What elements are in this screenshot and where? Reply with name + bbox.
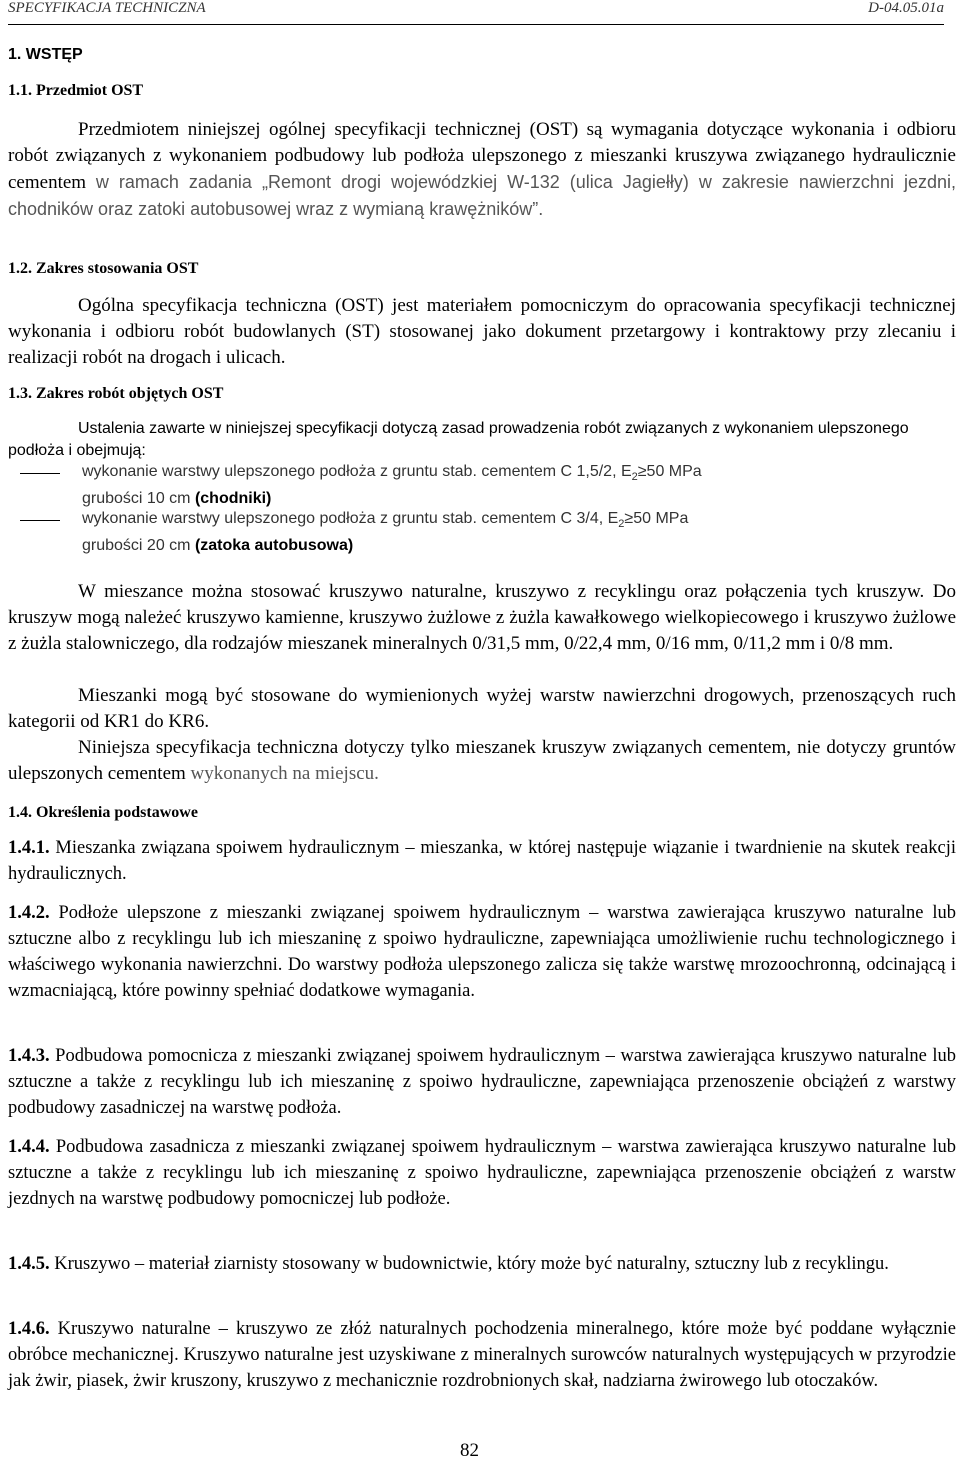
section-1-3-paragraph-1: W mieszance można stosować kruszywo naturalne, kruszywo z recyklingu oraz połączenia tych kruszyw. Do kruszyw mogą należeć kruszywo kamienne, kruszywo żużlowe z żużla kawałkowego wielkopiecowego i kruszywo żużlowe z żużla stalowniczego, dla rodzajów mieszanek mineralnych 0/31,5 mm, 0/22,4 mm, 0/16 mm, 0/11,2 mm i 0/8 mm. [8,581,956,654]
section-1-4-heading: 1.4. Określenia podstawowe [8,804,198,821]
header-doc-code: D-04.05.01a [868,0,944,16]
list-item-1 [82,461,702,510]
list-item-1-line1: wykonanie warstwy ulepszonego podłoża z gruntu stab. cementem C 1,5/2, $E_2\ge 50$ MPa [82,463,702,484]
section-1-1-text [8,117,956,223]
page-header [8,0,944,25]
definition-1-4-2: 1.4.2. Podłoże ulepszone z mieszanki związanej spoiwem hydraulicznym – warstwa zawierająca kruszywo naturalne lub sztuczne albo z recyklingu lub ich mieszaninę z spoiwo hydrauliczne, zapewniająca umożliwienie ruchu technologicznego i właściwego wykonania nawierzchni. Do warstwy podłoża ulepszonego zalicza się także warstwę mrozoochronną, odcinającą i wzmacniającą, które powinny spełniać dodatkowe wymagania. [8,903,956,1001]
list-item-2-line1: wykonanie warstwy ulepszonego podłoża z gruntu stab. cementem C 3/4, $E_2\ge 50$ MPa [82,510,689,531]
section-1-3-paragraph-2: Mieszanki mogą być stosowane do wymienionych wyżej warstw nawierzchni drogowych, przenoszących ruch kategorii od KR1 do KR6. [8,685,956,732]
list-dash [20,520,60,521]
definition-1-4-4: 1.4.4. Podbudowa zasadnicza z mieszanki związanej spoiwem hydraulicznym – warstwa zawierająca kruszywo naturalne lub sztuczne a także z recyklingu lub ich mieszaninę z spoiwo hydrauliczne, zapewniająca przenoszenie obciążeń z warstw jezdnych na warstwę podbudowy pomocniczej lub podłoże. [8,1137,956,1209]
section-1-3-paragraph-3: Niniejsza specyfikacja techniczna dotyczy tylko mieszanek kruszyw związanych cementem, nie dotyczy gruntów ulepszonych cementem wykonanych na miejscu. [8,737,956,784]
section-1-3-intro: Ustalenia zawarte w niniejszej specyfikacji dotyczą zasad prowadzenia robót związanych z wykonaniem ulepszonego podłoża i obejmują: [8,420,909,459]
section-1-heading: 1. WSTĘP [8,46,83,63]
page-number: 82 [460,1440,479,1461]
section-1-2-heading: 1.2. Zakres stosowania OST [8,260,199,277]
section-1-1-text-serif: Przedmiotem niniejszej ogólnej specyfikacji technicznej (OST) są wymagania dotyczące wykonania i odbioru robót związanych z wykonaniem podbudowy lub podłoża ulepszonego z mieszanki kruszywa związanego hydraulicznie cementem [8,119,956,193]
section-1-3-heading: 1.3. Zakres robót objętych OST [8,385,224,402]
header-title: SPECYFIKACJA TECHNICZNA [8,0,206,16]
section-1-2-text: Ogólna specyfikacja techniczna (OST) jest materiałem pomocniczym do opracowania specyfikacji technicznej wykonania i odbioru robót budowlanych (ST) stosowanej jako dokument przetargowy i kontraktowy przy zlecaniu i realizacji robót na drogach i ulicach. [8,295,956,368]
section-1-1-text-sans: w ramach zadania „Remont drogi wojewódzkiej W-132 (ulica Jagiełły) w zakresie nawierzchni jezdni, chodników oraz zatoki autobusowej wraz z wymianą krawężników”. [8,172,956,219]
definition-1-4-3: 1.4.3. Podbudowa pomocnicza z mieszanki związanej spoiwem hydraulicznym – warstwa zawierająca kruszywo naturalne lub sztuczne a także z recyklingu lub ich mieszaninę z spoiwo hydrauliczne, zapewniająca przenoszenie obciążeń z warstwy podbudowy zasadniczej na warstwę podłoża. [8,1046,956,1118]
section-1-1-heading: 1.1. Przedmiot OST [8,82,144,99]
list-item-2 [82,508,688,557]
list-item-2-line2: grubości 20 cm (zatoka autobusowa) [82,537,354,555]
definition-1-4-6: 1.4.6. Kruszywo naturalne – kruszywo ze złóż naturalnych pochodzenia mineralnego, które może być poddane wyłącznie obróbce mechanicznej. Kruszywo naturalne jest uzyskiwane z mineralnych surowców naturalnych występujących w przyrodzie jak żwir, piasek, żwir kruszony, kruszywo z mechanicznie rozdrobnionych skał, nadziarna żwirowego lub otoczaków. [8,1319,956,1391]
definition-1-4-1: 1.4.1. Mieszanka związana spoiwem hydraulicznym – mieszanka, w której następuje wiązanie i twardnienie na skutek reakcji hydraulicznych. [8,838,956,884]
list-item-1-line2: grubości 10 cm (chodniki) [82,490,272,508]
list-dash [20,473,60,474]
definition-1-4-5: 1.4.5. Kruszywo – materiał ziarnisty stosowany w budownictwie, który może być naturalny, sztuczny lub z recyklingu. [8,1254,889,1274]
